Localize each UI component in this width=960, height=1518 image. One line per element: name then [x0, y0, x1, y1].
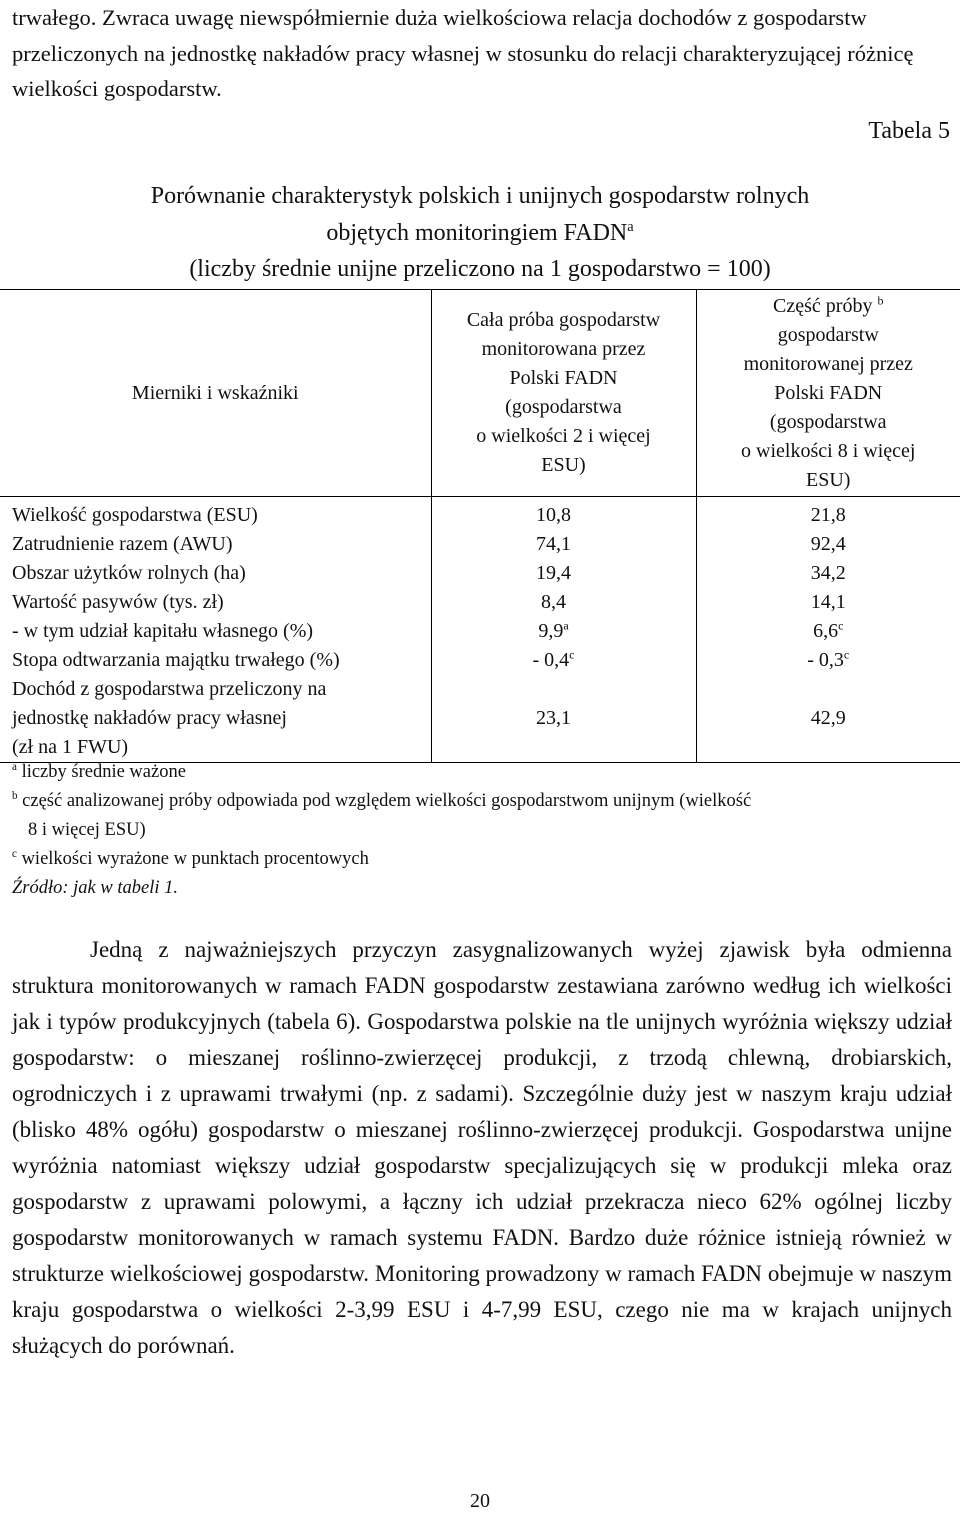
- header-sample-part: [696, 290, 960, 497]
- cell-whole-sample: [431, 617, 696, 646]
- table-row: [0, 675, 960, 763]
- body-text: Jedną z najważniejszych przyczyn zasygnalizowanych wyżej zjawisk była odmienna struktura monitorowanych w ramach FADN gospodarstw zestawiana zarówno według ich wielkości jak i typów produkcyjnych (tabela 6). Gospodarstwa polskie na tle unijnych wyróżnia większy udział gospodarstw: o mieszanej roślinno-zwierzęcej produkcji, z trzodą chlewną, drobiarskich, ogrodniczych i z uprawami trwałymi (np. z sadami). Szczególnie duży jest w naszym kraju udział (blisko 48% ogółu) gospodarstw o mieszanej roślinno-zwierzęcej produkcji. Gospodarstwa unijne wyróżnia natomiast większy udział gospodarstw specjalizujących się w produkcji mleka oraz gospodarstw z uprawami polowymi, a łączny ich udział przekracza nieco 62% ogólnej liczby gospodarstw monitorowanych w ramach systemu FADN. Bardzo duże różnice istnieją również w strukturze wielkościowej gospodarstw. Monitoring prowadzony w ramach FADN obejmuje w naszym kraju gospodarstwa o wielkości 2-3,99 ESU i 4-7,99 ESU, czego nie ma w krajach unijnych służących do porównań.: [12, 937, 952, 1358]
- footnote-a: [12, 758, 952, 787]
- cell-sample-part: 92,4: [810, 533, 846, 555]
- table-footnotes: [12, 758, 952, 903]
- caption-line-3: (liczby średnie unijne przeliczono na 1 gospodarstwo = 100): [189, 256, 771, 282]
- header-b-line: o wielkości 8 i więcej: [741, 439, 916, 462]
- table-header-row: [0, 290, 960, 497]
- row-label-line: (zł na 1 FWU): [12, 736, 129, 758]
- header-b-line: monitorowanej przez: [743, 352, 913, 375]
- cell-whole-sample: [431, 646, 696, 675]
- page-number: 20: [470, 1490, 490, 1512]
- header-b-line: (gospodarstwa: [769, 410, 887, 433]
- cell-whole-sample: 10,8: [431, 497, 696, 531]
- footnote-b-continued: 8 i więcej ESU): [28, 820, 146, 840]
- table-row: [0, 646, 960, 675]
- header-b-marker: b: [877, 292, 884, 307]
- cell-sample-part: 34,2: [810, 562, 846, 584]
- header-b-line: [697, 292, 960, 321]
- footnote-text: część analizowanej próby odpowiada pod względem wielkości gospodarstwom unijnym (wielkość: [22, 791, 752, 811]
- cell-value: - 0,4: [532, 649, 570, 671]
- caption-line-2-text: objętych monitoringiem FADN: [326, 219, 628, 246]
- cell-footnote-marker: c: [569, 647, 575, 662]
- cell-sample-part: [696, 646, 960, 675]
- source-text: Źródło: jak w tabeli 1.: [12, 878, 178, 898]
- row-label: - w tym udział kapitału własnego (%): [0, 617, 431, 646]
- footnote-text: wielkości wyrażone w punktach procentowych: [21, 849, 369, 869]
- header-a-line: Polski FADN: [509, 367, 618, 389]
- header-a-line: monitorowana przez: [481, 338, 646, 360]
- table-row: [0, 559, 960, 588]
- table-row: [0, 588, 960, 617]
- cell-sample-part: [696, 617, 960, 646]
- header-a-line: o wielkości 2 i więcej: [476, 425, 651, 447]
- cell-sample-part: 21,8: [810, 504, 846, 526]
- row-label: Wielkość gospodarstwa (ESU): [0, 497, 431, 531]
- intro-paragraph: [12, 0, 952, 107]
- caption-footnote-marker: a: [627, 218, 634, 235]
- table-row: [0, 530, 960, 559]
- row-label: Wartość pasywów (tys. zł): [0, 588, 431, 617]
- row-label: Stopa odtwarzania majątku trwałego (%): [0, 646, 431, 675]
- header-a-line: Cała próba gospodarstw: [466, 309, 661, 331]
- footnote-c: [12, 845, 952, 874]
- header-a-line: ESU): [541, 454, 586, 476]
- source-note: [12, 874, 952, 903]
- cell-footnote-marker: c: [838, 618, 844, 633]
- cell-value: 9,9: [538, 620, 564, 642]
- header-measures: Mierniki i wskaźniki: [0, 290, 431, 497]
- header-whole-sample: [431, 290, 696, 497]
- intro-text: trwałego. Zwraca uwagę niewspółmiernie duża wielkościowa relacja dochodów z gospodarstw przeliczonych na jednostkę nakładów pracy własnej w stosunku do relacji charakteryzującej różnicę wielkości gospodarstw.: [12, 5, 914, 101]
- table-caption: [0, 178, 960, 288]
- footnote-marker: c: [12, 847, 17, 860]
- footnote-text: liczby średnie ważone: [21, 762, 186, 782]
- cell-value: - 0,3: [807, 649, 844, 671]
- header-b-line: Polski FADN: [774, 381, 883, 404]
- cell-whole-sample: 23,1: [431, 675, 696, 763]
- row-label-line: jednostkę nakładów pracy własnej: [12, 707, 287, 729]
- cell-value: 6,6: [813, 620, 839, 642]
- row-label: Obszar użytków rolnych (ha): [0, 559, 431, 588]
- caption-line-1: Porównanie charakterystyk polskich i unijnych gospodarstw rolnych: [150, 183, 810, 209]
- header-a-line: (gospodarstwa: [505, 396, 622, 418]
- row-label: [0, 675, 431, 763]
- row-label: Zatrudnienie razem (AWU): [0, 530, 431, 559]
- comparison-table: [0, 289, 960, 763]
- cell-sample-part: 14,1: [810, 591, 846, 613]
- cell-footnote-marker: c: [843, 647, 850, 662]
- cell-whole-sample: 19,4: [431, 559, 696, 588]
- body-paragraph: [12, 932, 952, 1364]
- table-row: [0, 497, 960, 531]
- row-label-line: Dochód z gospodarstwa przeliczony na: [12, 678, 327, 700]
- caption-line-2: [0, 215, 960, 252]
- footnote-marker: a: [12, 760, 17, 773]
- header-b-line: gospodarstw: [777, 323, 879, 346]
- table-row: [0, 617, 960, 646]
- cell-whole-sample: 8,4: [431, 588, 696, 617]
- cell-whole-sample: 74,1: [431, 530, 696, 559]
- cell-sample-part: 42,9: [696, 675, 960, 763]
- cell-footnote-marker: a: [563, 618, 569, 633]
- footnote-b: [12, 787, 952, 816]
- header-b-line: ESU): [806, 468, 851, 491]
- table-number-label: Tabela 5: [868, 118, 950, 144]
- footnote-marker: b: [12, 789, 18, 802]
- header-b-first: Część próby: [773, 294, 873, 317]
